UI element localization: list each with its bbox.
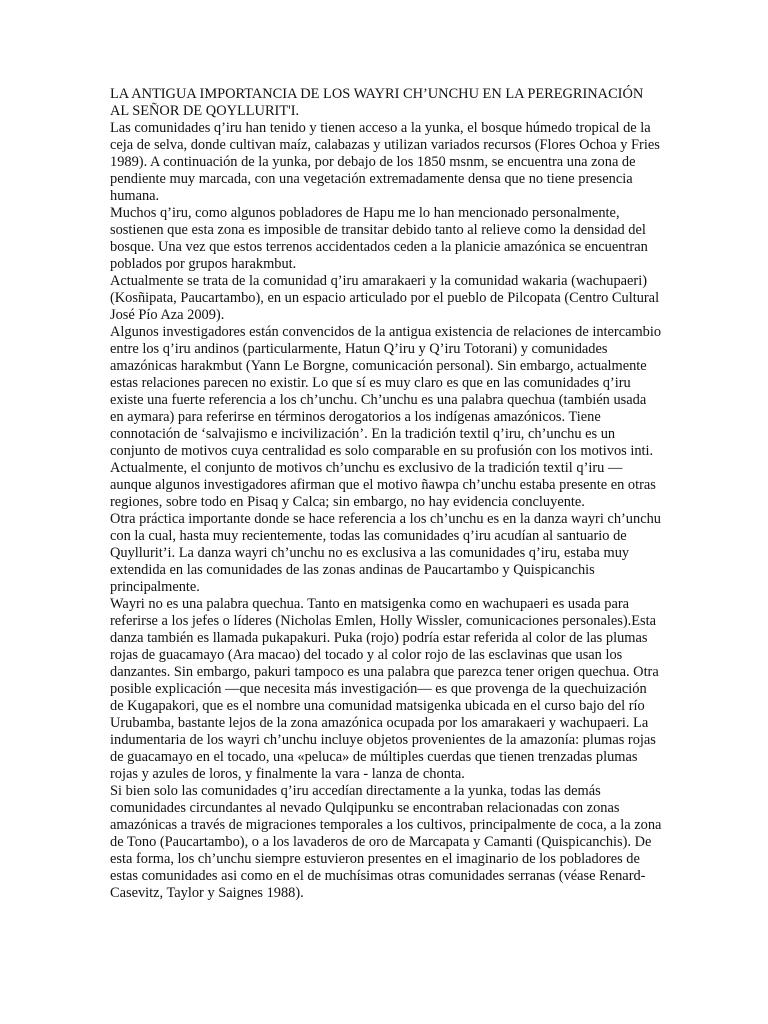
paragraph-3: Actualmente se trata de la comunidad q’iru amarakaeri y la comunidad wakaria (wachupaeri) (Kosñipata, Paucartambo), en un espacio articulado por el pueblo de Pilcopata (Centro Cultural José Pío Aza 2009). — [110, 273, 660, 323]
paragraph-5: Otra práctica importante donde se hace referencia a los ch’unchu es en la danza wayri ch’unchu con la cual, hasta muy recientemente, todas las comunidades q’iru acudían al santuario de Quyllurit’i. La danza wayri ch’unchu no es exclusiva a las comunidades q’iru, estaba muy extendida en las comunidades de las zonas andinas de Paucartambo y Quispicanchis principalmente. — [110, 511, 661, 595]
document-title: LA ANTIGUA IMPORTANCIA DE LOS WAYRI CH’UNCHU EN LA PEREGRINACIÓN AL SEÑOR DE QOYLLURIT'I. — [110, 86, 644, 119]
paragraph-7: Si bien solo las comunidades q’iru accedían directamente a la yunka, todas las demás comunidades circundantes al nevado Qulqipunku se encontraban relacionadas con zonas amazónicas a través de migraciones temporales a los cultivos, principalmente de coca, a la zona de Tono (Paucartambo), o a los lavaderos de oro de Marcapata y Camanti (Quispicanchis). De esta forma, los ch’unchu siempre estuvieron presentes en el imaginario de los pobladores de estas comunidades asi como en el de muchísimas otras comunidades serranas (véase Renard-Casevitz, Taylor y Saignes 1988). — [110, 783, 662, 901]
paragraph-2: Muchos q’iru, como algunos pobladores de Hapu me lo han mencionado personalmente, sostienen que esta zona es imposible de transitar debido tanto al relieve como la densidad del bosque. Una vez que estos terrenos accidentados ceden a la planicie amazónica se encuentran poblados por grupos harakmbut. — [110, 205, 648, 272]
paragraph-4: Algunos investigadores están convencidos de la antigua existencia de relaciones de intercambio entre los q’iru andinos (particularmente, Hatun Q’iru y Q’iru Totorani) y comunidades amazónicas harakmbut (Yann Le Borgne, comunicación personal). Sin embargo, actualmente estas relaciones parecen no existir. Lo que sí es muy claro es que en las comunidades q’iru existe una fuerte referencia a los ch’unchu. Ch’unchu es una palabra quechua (también usada en aymara) para referirse en términos derogatorios a los indígenas amazónicos. Tiene connotación de ‘salvajismo e incivilización’. En la tradición textil q’iru, ch’unchu es un conjunto de motivos cuya centralidad es solo comparable en su profusión con los motivos inti. Actualmente, el conjunto de motivos ch’unchu es exclusivo de la tradición textil q’iru —aunque algunos investigadores afirman que el motivo ñawpa ch’unchu estaba presente en otras regiones, sobre todo en Pisaq y Calca; sin embargo, no hay evidencia concluyente. — [110, 324, 662, 510]
paragraph-1: Las comunidades q’iru han tenido y tienen acceso a la yunka, el bosque húmedo tropical de la ceja de selva, donde cultivan maíz, calabazas y utilizan variados recursos (Flores Ochoa y Fries 1989). A continuación de la yunka, por debajo de los 1850 msnm, se encuentra una zona de pendiente muy marcada, con una vegetación extremadamente densa que no tiene presencia humana. — [110, 120, 660, 204]
document-page — [110, 86, 662, 902]
paragraph-6: Wayri no es una palabra quechua. Tanto en matsigenka como en wachupaeri es usada para referirse a los jefes o líderes (Nicholas Emlen, Holly Wissler, comunicaciones personales).Esta danza también es llamada pukapakuri. Puka (rojo) podría estar referida al color de las plumas rojas de guacamayo (Ara macao) del tocado y al color rojo de las esclavinas que usan los danzantes. Sin embargo, pakuri tampoco es una palabra que parezca tener origen quechua. Otra posible explicación —que necesita más investigación— es que provenga de la quechuización de Kugapakori, que es el nombre una comunidad matsigenka ubicada en el curso bajo del río Urubamba, bastante lejos de la zona amazónica ocupada por los amarakaeri y wachupaeri. La indumentaria de los wayri ch’unchu incluye objetos provenientes de la amazonía: plumas rojas de guacamayo en el tocado, una «peluca» de múltiples cuerdas que tienen trenzadas plumas rojas y azules de loros, y finalmente la vara - lanza de chonta. — [110, 596, 659, 782]
